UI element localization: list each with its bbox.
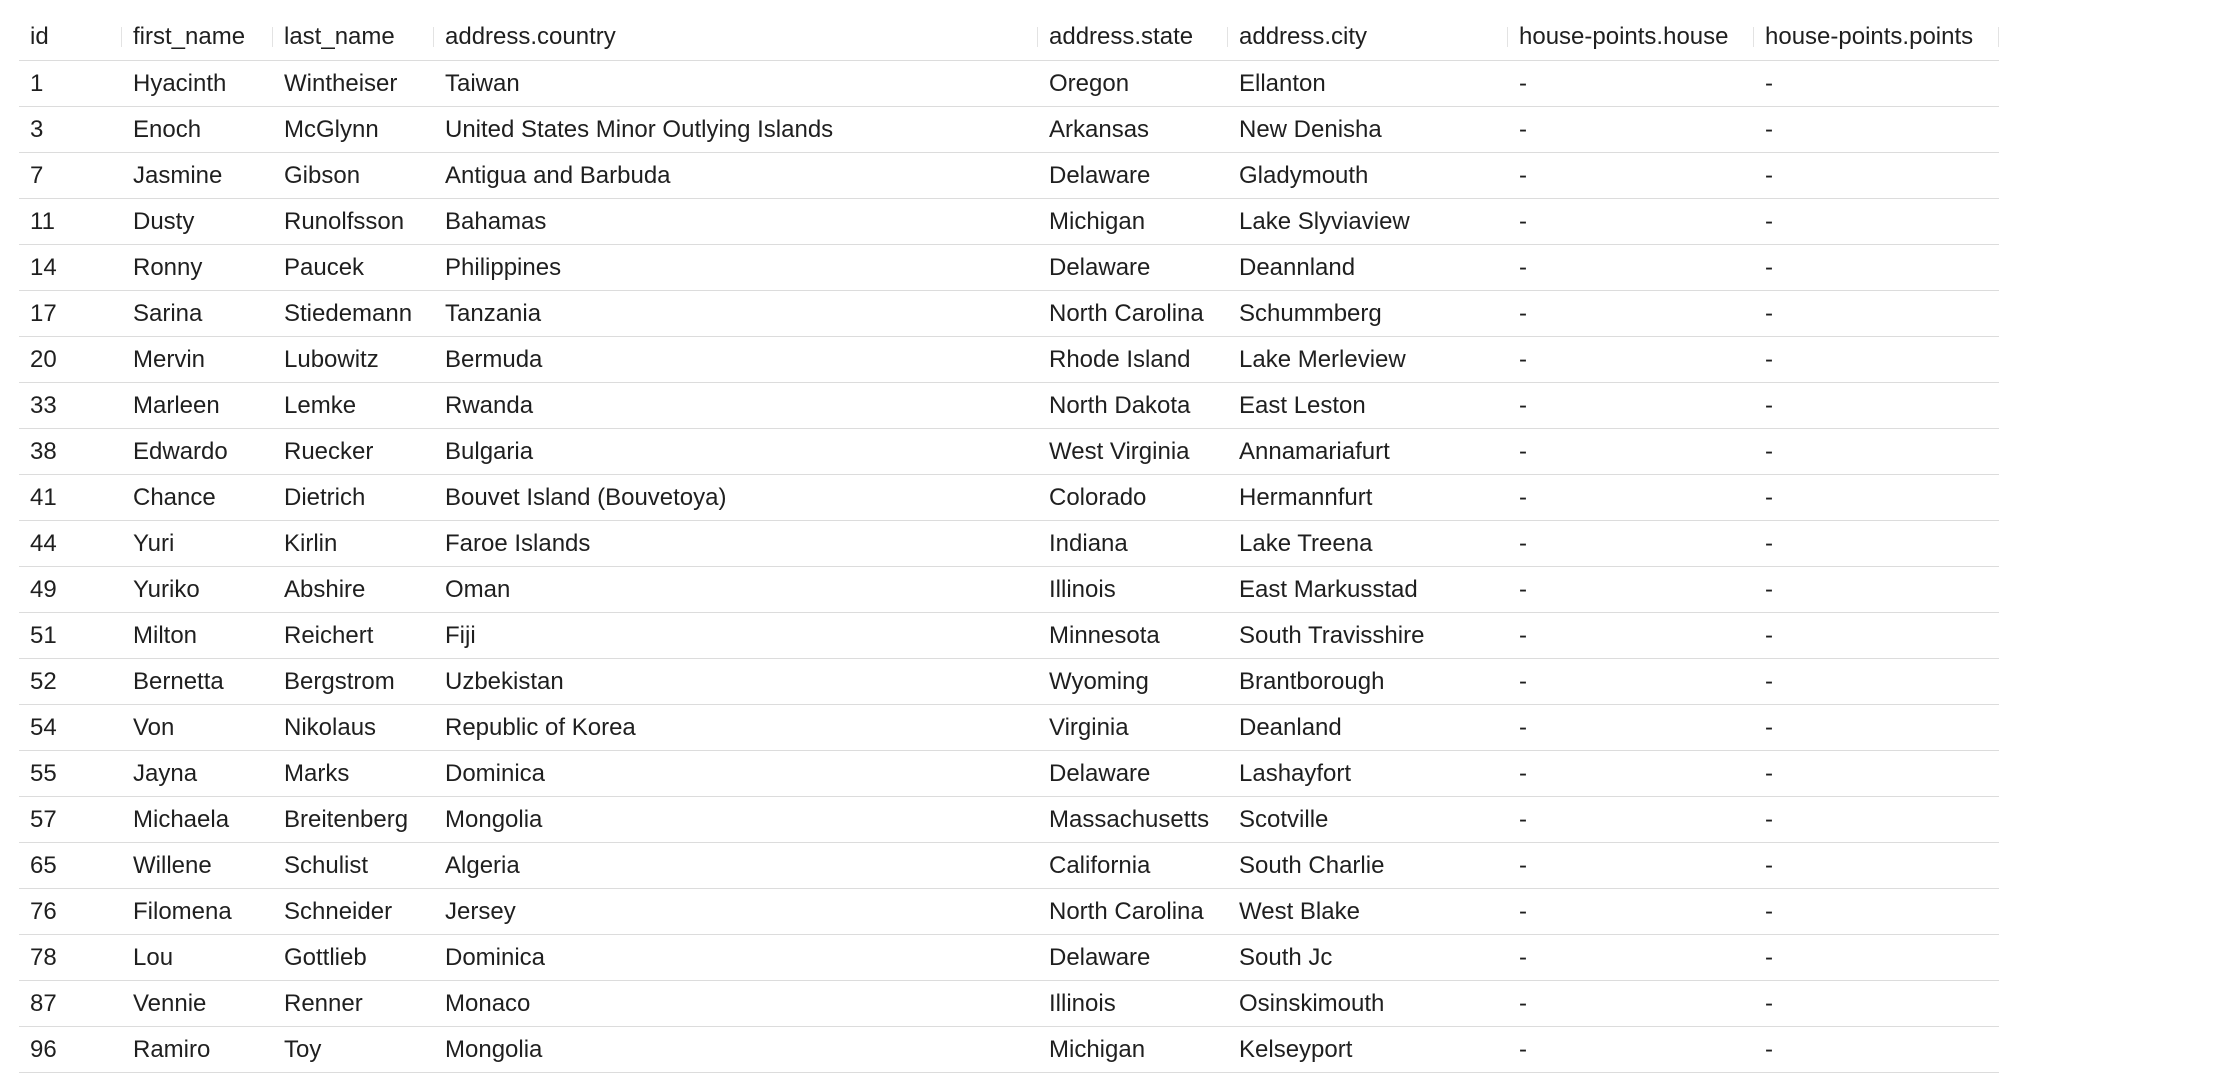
cell-address-state[interactable]: Colorado bbox=[1038, 475, 1228, 521]
cell-address-country[interactable]: Dominica bbox=[434, 751, 1038, 797]
column-header-label: last_name bbox=[284, 23, 395, 50]
cell-house[interactable]: - bbox=[1508, 705, 1754, 751]
cell-last-name[interactable]: Runolfsson bbox=[273, 199, 434, 245]
cell-last-name[interactable]: Lemke bbox=[273, 383, 434, 429]
cell-house[interactable]: - bbox=[1508, 383, 1754, 429]
table-row[interactable] bbox=[19, 475, 1999, 521]
cell-address-city[interactable]: Lake Treena bbox=[1228, 521, 1508, 567]
table-row[interactable] bbox=[19, 797, 1999, 843]
cell-id[interactable]: 3 bbox=[19, 107, 122, 153]
cell-address-state[interactable]: North Dakota bbox=[1038, 383, 1228, 429]
cell-house[interactable]: - bbox=[1508, 751, 1754, 797]
cell-id[interactable]: 38 bbox=[19, 429, 122, 475]
column-header-house-points-house[interactable] bbox=[1508, 14, 1754, 61]
cell-address-state[interactable]: Arkansas bbox=[1038, 107, 1228, 153]
cell-last-name[interactable]: Schulist bbox=[273, 843, 434, 889]
cell-address-city[interactable]: Lashayfort bbox=[1228, 751, 1508, 797]
cell-address-city[interactable]: South Travisshire bbox=[1228, 613, 1508, 659]
cell-first-name[interactable]: Ronny bbox=[122, 245, 273, 291]
cell-id[interactable]: 57 bbox=[19, 797, 122, 843]
cell-house[interactable]: - bbox=[1508, 659, 1754, 705]
cell-address-city[interactable]: Hermannfurt bbox=[1228, 475, 1508, 521]
cell-house[interactable]: - bbox=[1508, 613, 1754, 659]
cell-last-name[interactable]: Paucek bbox=[273, 245, 434, 291]
cell-last-name[interactable]: Marks bbox=[273, 751, 434, 797]
cell-last-name[interactable]: Dietrich bbox=[273, 475, 434, 521]
cell-address-city[interactable]: Ellanton bbox=[1228, 61, 1508, 107]
cell-points[interactable]: - bbox=[1754, 751, 1999, 797]
cell-address-country[interactable]: Uzbekistan bbox=[434, 659, 1038, 705]
cell-address-city[interactable]: South Charlie bbox=[1228, 843, 1508, 889]
cell-house[interactable]: - bbox=[1508, 245, 1754, 291]
cell-first-name[interactable]: Vennie bbox=[122, 981, 273, 1027]
cell-points[interactable]: - bbox=[1754, 843, 1999, 889]
cell-address-state[interactable]: Illinois bbox=[1038, 981, 1228, 1027]
cell-points[interactable]: - bbox=[1754, 981, 1999, 1027]
cell-address-city[interactable]: Scotville bbox=[1228, 797, 1508, 843]
cell-address-city[interactable]: Deanland bbox=[1228, 705, 1508, 751]
cell-house[interactable]: - bbox=[1508, 153, 1754, 199]
cell-points[interactable]: - bbox=[1754, 567, 1999, 613]
column-header-label: address.state bbox=[1049, 23, 1194, 50]
cell-first-name[interactable]: Edwardo bbox=[122, 429, 273, 475]
cell-points[interactable]: - bbox=[1754, 61, 1999, 107]
table-row[interactable] bbox=[19, 843, 1999, 889]
cell-house[interactable]: - bbox=[1508, 521, 1754, 567]
cell-id[interactable]: 65 bbox=[19, 843, 122, 889]
cell-address-country[interactable]: Bahamas bbox=[434, 199, 1038, 245]
cell-last-name[interactable]: Stiedemann bbox=[273, 291, 434, 337]
cell-house[interactable]: - bbox=[1508, 291, 1754, 337]
cell-house[interactable]: - bbox=[1508, 199, 1754, 245]
cell-house[interactable]: - bbox=[1508, 475, 1754, 521]
cell-address-country[interactable]: Taiwan bbox=[434, 61, 1038, 107]
table-row[interactable] bbox=[19, 659, 1999, 705]
cell-house[interactable]: - bbox=[1508, 429, 1754, 475]
cell-address-country[interactable]: Mongolia bbox=[434, 1027, 1038, 1073]
cell-house[interactable]: - bbox=[1508, 61, 1754, 107]
cell-id[interactable]: 87 bbox=[19, 981, 122, 1027]
cell-address-country[interactable]: Bulgaria bbox=[434, 429, 1038, 475]
cell-first-name[interactable]: Jasmine bbox=[122, 153, 273, 199]
cell-address-state[interactable]: California bbox=[1038, 843, 1228, 889]
cell-address-city[interactable]: West Blake bbox=[1228, 889, 1508, 935]
data-table-container bbox=[19, 14, 1999, 1073]
cell-address-country[interactable]: United States Minor Outlying Islands bbox=[434, 107, 1038, 153]
table-row[interactable] bbox=[19, 889, 1999, 935]
cell-id[interactable]: 7 bbox=[19, 153, 122, 199]
cell-points[interactable]: - bbox=[1754, 613, 1999, 659]
cell-address-city[interactable]: Schummberg bbox=[1228, 291, 1508, 337]
cell-points[interactable]: - bbox=[1754, 337, 1999, 383]
cell-address-country[interactable]: Rwanda bbox=[434, 383, 1038, 429]
cell-id[interactable]: 78 bbox=[19, 935, 122, 981]
cell-last-name[interactable]: Schneider bbox=[273, 889, 434, 935]
cell-address-state[interactable]: Delaware bbox=[1038, 935, 1228, 981]
cell-first-name[interactable]: Yuriko bbox=[122, 567, 273, 613]
cell-address-country[interactable]: Monaco bbox=[434, 981, 1038, 1027]
cell-id[interactable]: 11 bbox=[19, 199, 122, 245]
cell-address-state[interactable]: Illinois bbox=[1038, 567, 1228, 613]
cell-address-state[interactable]: Oregon bbox=[1038, 61, 1228, 107]
column-header-label: first_name bbox=[133, 23, 246, 50]
cell-address-country[interactable]: Bouvet Island (Bouvetoya) bbox=[434, 475, 1038, 521]
cell-first-name[interactable]: Sarina bbox=[122, 291, 273, 337]
cell-id[interactable]: 33 bbox=[19, 383, 122, 429]
column-header-house-points-points[interactable] bbox=[1754, 14, 1999, 61]
cell-address-state[interactable]: Wyoming bbox=[1038, 659, 1228, 705]
cell-id[interactable]: 44 bbox=[19, 521, 122, 567]
cell-address-state[interactable]: Indiana bbox=[1038, 521, 1228, 567]
header-row bbox=[19, 14, 1999, 61]
cell-address-country[interactable]: Mongolia bbox=[434, 797, 1038, 843]
cell-first-name[interactable]: Hyacinth bbox=[122, 61, 273, 107]
cell-last-name[interactable]: Gottlieb bbox=[273, 935, 434, 981]
cell-id[interactable]: 49 bbox=[19, 567, 122, 613]
cell-points[interactable]: - bbox=[1754, 1027, 1999, 1073]
cell-points[interactable]: - bbox=[1754, 199, 1999, 245]
cell-first-name[interactable]: Ramiro bbox=[122, 1027, 273, 1073]
cell-house[interactable]: - bbox=[1508, 797, 1754, 843]
cell-address-city[interactable]: East Leston bbox=[1228, 383, 1508, 429]
column-header-label: address.city bbox=[1239, 23, 1368, 50]
cell-points[interactable]: - bbox=[1754, 935, 1999, 981]
cell-address-city[interactable]: Brantborough bbox=[1228, 659, 1508, 705]
cell-address-state[interactable]: Delaware bbox=[1038, 245, 1228, 291]
cell-address-country[interactable]: Algeria bbox=[434, 843, 1038, 889]
table-row[interactable] bbox=[19, 107, 1999, 153]
cell-points[interactable]: - bbox=[1754, 291, 1999, 337]
cell-points[interactable]: - bbox=[1754, 521, 1999, 567]
cell-address-city[interactable]: New Denisha bbox=[1228, 107, 1508, 153]
cell-id[interactable]: 55 bbox=[19, 751, 122, 797]
cell-address-country[interactable]: Fiji bbox=[434, 613, 1038, 659]
cell-points[interactable]: - bbox=[1754, 153, 1999, 199]
cell-first-name[interactable]: Marleen bbox=[122, 383, 273, 429]
cell-id[interactable]: 52 bbox=[19, 659, 122, 705]
cell-house[interactable]: - bbox=[1508, 107, 1754, 153]
table-row[interactable] bbox=[19, 567, 1999, 613]
table-row[interactable] bbox=[19, 199, 1999, 245]
cell-last-name[interactable]: Nikolaus bbox=[273, 705, 434, 751]
cell-address-state[interactable]: Michigan bbox=[1038, 199, 1228, 245]
cell-id[interactable]: 17 bbox=[19, 291, 122, 337]
cell-points[interactable]: - bbox=[1754, 429, 1999, 475]
cell-points[interactable]: - bbox=[1754, 797, 1999, 843]
table-row[interactable] bbox=[19, 981, 1999, 1027]
cell-points[interactable]: - bbox=[1754, 107, 1999, 153]
cell-address-city[interactable]: East Markusstad bbox=[1228, 567, 1508, 613]
cell-address-country[interactable]: Dominica bbox=[434, 935, 1038, 981]
table-row[interactable] bbox=[19, 245, 1999, 291]
table-row[interactable] bbox=[19, 1027, 1999, 1073]
cell-last-name[interactable]: Reichert bbox=[273, 613, 434, 659]
cell-id[interactable]: 51 bbox=[19, 613, 122, 659]
column-header-address-city[interactable] bbox=[1228, 14, 1508, 61]
cell-first-name[interactable]: Lou bbox=[122, 935, 273, 981]
cell-points[interactable]: - bbox=[1754, 889, 1999, 935]
table-row[interactable] bbox=[19, 383, 1999, 429]
table-row[interactable] bbox=[19, 751, 1999, 797]
column-resize-handle[interactable] bbox=[1998, 27, 1999, 47]
cell-house[interactable]: - bbox=[1508, 981, 1754, 1027]
cell-last-name[interactable]: Toy bbox=[273, 1027, 434, 1073]
column-header-first-name[interactable] bbox=[122, 14, 273, 61]
cell-address-country[interactable]: Tanzania bbox=[434, 291, 1038, 337]
table-row[interactable] bbox=[19, 291, 1999, 337]
cell-address-state[interactable]: West Virginia bbox=[1038, 429, 1228, 475]
cell-points[interactable]: - bbox=[1754, 245, 1999, 291]
cell-first-name[interactable]: Jayna bbox=[122, 751, 273, 797]
table-row[interactable] bbox=[19, 705, 1999, 751]
cell-last-name[interactable]: Abshire bbox=[273, 567, 434, 613]
cell-address-city[interactable]: Kelseyport bbox=[1228, 1027, 1508, 1073]
table-header bbox=[19, 14, 1999, 61]
cell-first-name[interactable]: Yuri bbox=[122, 521, 273, 567]
cell-house[interactable]: - bbox=[1508, 567, 1754, 613]
column-header-address-state[interactable] bbox=[1038, 14, 1228, 61]
column-header-label: house-points.points bbox=[1765, 23, 1974, 50]
cell-last-name[interactable]: Lubowitz bbox=[273, 337, 434, 383]
data-table bbox=[19, 14, 1999, 1073]
cell-id[interactable]: 14 bbox=[19, 245, 122, 291]
cell-house[interactable]: - bbox=[1508, 337, 1754, 383]
cell-last-name[interactable]: Renner bbox=[273, 981, 434, 1027]
cell-first-name[interactable]: Filomena bbox=[122, 889, 273, 935]
cell-first-name[interactable]: Chance bbox=[122, 475, 273, 521]
table-row[interactable] bbox=[19, 153, 1999, 199]
cell-last-name[interactable]: Bergstrom bbox=[273, 659, 434, 705]
cell-first-name[interactable]: Mervin bbox=[122, 337, 273, 383]
table-row[interactable] bbox=[19, 337, 1999, 383]
column-header-id[interactable] bbox=[19, 14, 122, 61]
column-header-label: id bbox=[30, 23, 49, 50]
cell-address-city[interactable]: Gladymouth bbox=[1228, 153, 1508, 199]
cell-last-name[interactable]: Breitenberg bbox=[273, 797, 434, 843]
cell-last-name[interactable]: Gibson bbox=[273, 153, 434, 199]
table-row[interactable] bbox=[19, 935, 1999, 981]
cell-address-country[interactable]: Jersey bbox=[434, 889, 1038, 935]
cell-id[interactable]: 20 bbox=[19, 337, 122, 383]
cell-address-city[interactable]: South Jc bbox=[1228, 935, 1508, 981]
table-row[interactable] bbox=[19, 521, 1999, 567]
table-row[interactable] bbox=[19, 613, 1999, 659]
cell-first-name[interactable]: Enoch bbox=[122, 107, 273, 153]
cell-address-city[interactable]: Deannland bbox=[1228, 245, 1508, 291]
cell-first-name[interactable]: Bernetta bbox=[122, 659, 273, 705]
column-header-address-country[interactable] bbox=[434, 14, 1038, 61]
cell-points[interactable]: - bbox=[1754, 705, 1999, 751]
cell-last-name[interactable]: Wintheiser bbox=[273, 61, 434, 107]
cell-address-state[interactable]: Virginia bbox=[1038, 705, 1228, 751]
cell-address-state[interactable]: Rhode Island bbox=[1038, 337, 1228, 383]
cell-id[interactable]: 96 bbox=[19, 1027, 122, 1073]
cell-last-name[interactable]: McGlynn bbox=[273, 107, 434, 153]
cell-address-country[interactable]: Bermuda bbox=[434, 337, 1038, 383]
column-header-label: address.country bbox=[445, 23, 616, 50]
column-header-last-name[interactable] bbox=[273, 14, 434, 61]
cell-address-country[interactable]: Republic of Korea bbox=[434, 705, 1038, 751]
cell-last-name[interactable]: Kirlin bbox=[273, 521, 434, 567]
cell-house[interactable]: - bbox=[1508, 889, 1754, 935]
cell-address-city[interactable]: Lake Slyviaview bbox=[1228, 199, 1508, 245]
cell-last-name[interactable]: Ruecker bbox=[273, 429, 434, 475]
cell-house[interactable]: - bbox=[1508, 935, 1754, 981]
cell-address-state[interactable]: North Carolina bbox=[1038, 889, 1228, 935]
cell-first-name[interactable]: Willene bbox=[122, 843, 273, 889]
cell-address-state[interactable]: Michigan bbox=[1038, 1027, 1228, 1073]
cell-first-name[interactable]: Michaela bbox=[122, 797, 273, 843]
cell-address-country[interactable]: Oman bbox=[434, 567, 1038, 613]
table-body bbox=[19, 61, 1999, 1073]
cell-address-city[interactable]: Annamariafurt bbox=[1228, 429, 1508, 475]
cell-points[interactable]: - bbox=[1754, 383, 1999, 429]
cell-house[interactable]: - bbox=[1508, 843, 1754, 889]
table-row[interactable] bbox=[19, 429, 1999, 475]
cell-address-state[interactable]: North Carolina bbox=[1038, 291, 1228, 337]
cell-points[interactable]: - bbox=[1754, 475, 1999, 521]
cell-first-name[interactable]: Von bbox=[122, 705, 273, 751]
cell-address-city[interactable]: Lake Merleview bbox=[1228, 337, 1508, 383]
table-row[interactable] bbox=[19, 61, 1999, 107]
cell-address-country[interactable]: Antigua and Barbuda bbox=[434, 153, 1038, 199]
cell-first-name[interactable]: Milton bbox=[122, 613, 273, 659]
cell-id[interactable]: 1 bbox=[19, 61, 122, 107]
cell-address-state[interactable]: Minnesota bbox=[1038, 613, 1228, 659]
cell-points[interactable]: - bbox=[1754, 659, 1999, 705]
cell-address-state[interactable]: Delaware bbox=[1038, 153, 1228, 199]
column-header-label: house-points.house bbox=[1519, 23, 1729, 50]
cell-address-state[interactable]: Delaware bbox=[1038, 751, 1228, 797]
cell-id[interactable]: 54 bbox=[19, 705, 122, 751]
cell-address-country[interactable]: Philippines bbox=[434, 245, 1038, 291]
cell-id[interactable]: 76 bbox=[19, 889, 122, 935]
cell-address-city[interactable]: Osinskimouth bbox=[1228, 981, 1508, 1027]
cell-address-state[interactable]: Massachusetts bbox=[1038, 797, 1228, 843]
cell-first-name[interactable]: Dusty bbox=[122, 199, 273, 245]
cell-address-country[interactable]: Faroe Islands bbox=[434, 521, 1038, 567]
cell-id[interactable]: 41 bbox=[19, 475, 122, 521]
cell-house[interactable]: - bbox=[1508, 1027, 1754, 1073]
